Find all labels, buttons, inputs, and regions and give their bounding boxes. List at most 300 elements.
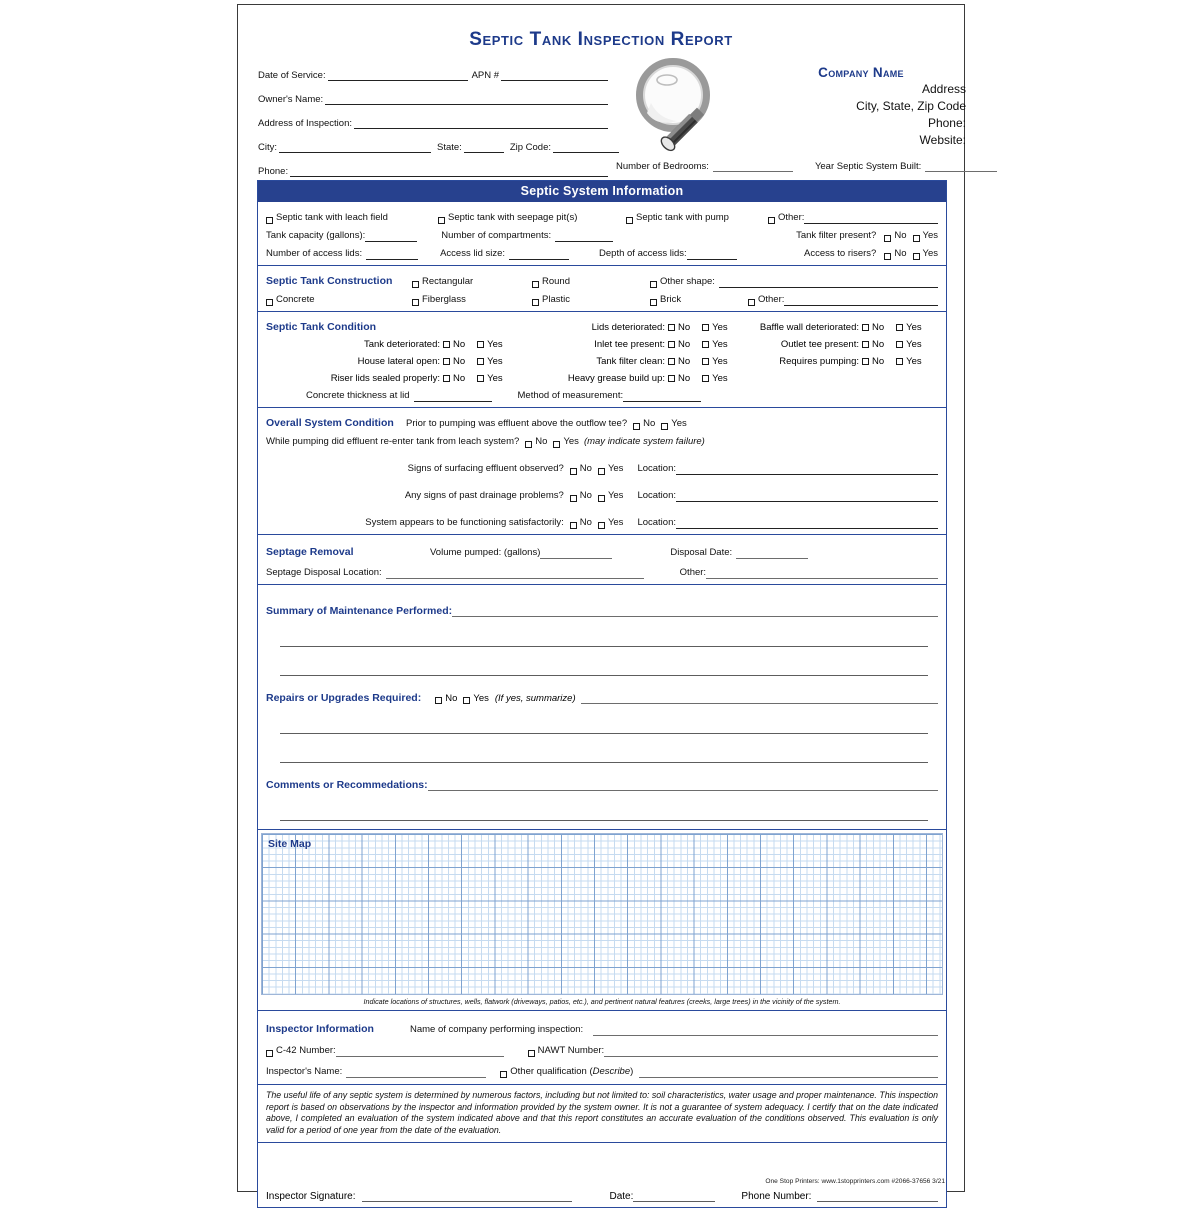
no-label: No [445,693,458,704]
apn-label: APN # [471,70,500,81]
checkbox-icon[interactable] [532,281,539,288]
checkbox-icon[interactable] [412,299,419,306]
checkbox-icon[interactable] [633,423,640,430]
repairs-label: Repairs or Upgrades Required: [266,692,422,704]
option-label: Septic tank with pump [636,212,729,223]
owner-name-input[interactable] [325,93,608,105]
row-requires-pumping [746,350,940,367]
drainage-problems-yes[interactable] [592,489,624,502]
tank-capacity-input[interactable] [365,230,417,242]
condition-column-3 [746,316,940,384]
printer-footer: One Stop Printers: www.1stopprinters.com #2066-37656 3/21 [765,1178,945,1185]
license-row [266,1036,938,1057]
condition-column-2 [521,316,746,384]
yes-no-group [443,339,521,350]
other-qualification-input[interactable] [639,1066,938,1078]
phone-input[interactable] [290,165,608,177]
option-plastic[interactable] [532,293,650,306]
state-label: State: [437,142,462,153]
other-type-input[interactable] [804,212,938,224]
checkbox-icon[interactable] [650,281,657,288]
answer-yes[interactable] [702,322,728,333]
other-shape-input[interactable] [719,276,938,288]
option-label: Brick [660,294,682,305]
functioning-no[interactable] [564,516,592,529]
row-lids-deteriorated [521,316,746,333]
volume-label: Volume pumped: (gallons) [430,547,541,558]
checkbox-icon[interactable] [702,358,709,365]
c42-input[interactable] [336,1045,504,1057]
concrete-thickness-label: Concrete thickness at lid [306,390,410,401]
option-label: Concrete [276,294,315,305]
no-label: No [535,436,548,447]
question-label: Inlet tee present: [594,339,665,350]
page-title: Septic Tank Inspection Report [469,29,733,50]
summary-input[interactable] [452,605,938,617]
question-label: Tank filter clean: [596,356,665,367]
answer-yes[interactable] [896,356,922,367]
drainage-problems-no[interactable] [564,489,592,502]
answer-no[interactable] [862,356,884,367]
question-label: Lids deteriorated: [591,322,665,333]
section-signature [258,1142,946,1207]
comments-label: Comments or Recommedations: [266,779,428,791]
tank-filter-no[interactable] [878,229,906,242]
section-inspector-information [258,1010,946,1084]
section-bar-system-information: Septic System Information [258,181,946,202]
access-lids-input[interactable] [366,248,418,260]
checkbox-icon[interactable] [412,281,419,288]
yes-no-group [668,373,746,384]
tank-filter-yes[interactable] [907,229,939,242]
answer-yes[interactable] [702,339,728,350]
checkbox-icon[interactable] [477,358,484,365]
checkbox-icon[interactable] [570,495,577,502]
checkbox-icon[interactable] [598,522,605,529]
prior-pumping-no[interactable] [627,417,655,430]
answer-yes[interactable] [477,373,503,384]
repairs-row [266,692,938,704]
checkbox-icon[interactable] [435,697,442,704]
checkbox-icon[interactable] [896,341,903,348]
inspector-company-input[interactable] [593,1024,938,1036]
disposal-date-label: Disposal Date: [670,547,733,558]
volume-pumped-row [266,539,938,559]
yes-label: Yes [487,339,503,350]
year-built-label: Year Septic System Built: [814,161,922,172]
reenter-note: (may indicate system failure) [583,436,705,447]
drainage-problems-location-input[interactable] [676,490,938,502]
row-tank-deteriorated [266,333,521,350]
septage-other-label: Other: [679,567,707,578]
yes-no-group [668,339,746,350]
company-city-state-zip: City, State, Zip Code [856,99,966,113]
location-label: Location: [637,517,676,528]
option-label: Round [542,276,570,287]
other-qual-italic: Describe [592,1066,631,1077]
summary-row [266,605,938,617]
checkbox-icon[interactable] [598,495,605,502]
option-label: Septic tank with leach field [276,212,388,223]
checkbox-icon[interactable] [477,341,484,348]
checkbox-icon[interactable] [896,324,903,331]
date-of-service-input[interactable] [328,69,468,81]
yes-label: Yes [487,373,503,384]
option-label: Septic tank with seepage pit(s) [448,212,578,223]
option-with-pump[interactable] [626,211,768,224]
no-label: No [453,356,466,367]
construction-title: Septic Tank Construction [266,275,393,287]
other-qual-label: Other qualification ( [510,1066,593,1077]
access-lids-row [266,242,938,260]
checkbox-icon[interactable] [650,299,657,306]
yes-no-group [443,373,521,384]
question-label: Requires pumping: [779,356,859,367]
section-tank-construction [258,265,946,311]
signature-phone-input[interactable] [817,1190,938,1202]
no-label: No [872,322,885,333]
section-system-information [258,202,946,265]
answer-no[interactable] [443,373,465,384]
checkbox-icon[interactable] [500,1071,507,1078]
drainage-problems-row [266,475,938,502]
section-tank-condition [258,311,946,407]
option-other-qualification[interactable] [486,1065,633,1078]
address-input[interactable] [354,117,608,129]
field-date-of-service[interactable] [258,57,608,81]
city-input[interactable] [279,141,431,153]
company-phone: Phone: [927,116,966,130]
surfacing-effluent-no[interactable] [564,462,592,475]
header-fields [258,57,608,177]
option-round[interactable] [532,275,650,288]
disposal-location-input[interactable] [386,567,644,579]
site-map-caption: Indicate locations of structures, wells, flatwork (driveways, patios, etc.), and pertinent natural features (creeks, large trees) in the vicinity of the system. [363,997,841,1006]
option-brick[interactable] [650,293,748,306]
location-label: Location: [637,490,676,501]
reenter-yes[interactable] [547,435,579,448]
zip-input[interactable] [553,141,619,153]
yes-no-group [862,339,940,350]
inspector-title: Inspector Information [266,1023,374,1035]
yes-no-group [862,356,940,367]
no-label: No [678,373,691,384]
functioning-satisfactorily-row [266,502,938,529]
nawt-label: NAWT Number: [537,1045,605,1056]
no-label: No [872,339,885,350]
company-website: Website: [919,133,966,147]
answer-yes[interactable] [702,373,728,384]
yes-label: Yes [712,339,728,350]
bedrooms-input[interactable] [713,160,793,172]
answer-yes[interactable] [896,339,922,350]
shape-row [266,270,938,288]
overall-title: Overall System Condition [266,417,394,429]
yes-label: Yes [607,517,624,528]
nawt-input[interactable] [604,1045,938,1057]
checkbox-icon[interactable] [702,341,709,348]
checkbox-icon[interactable] [896,358,903,365]
prior-pumping-label: Prior to pumping was effluent above the outflow tee? [406,418,628,429]
option-label: Other: [758,294,785,305]
no-label: No [579,517,592,528]
answer-yes[interactable] [477,339,503,350]
comments-input[interactable] [428,779,938,791]
material-row [266,288,938,306]
state-input[interactable] [464,141,504,153]
disposal-location-label: Septage Disposal Location: [266,567,382,578]
access-risers-label: Access to risers? [804,248,877,259]
checkbox-icon[interactable] [598,468,605,475]
yes-label: Yes [607,463,624,474]
checkbox-icon[interactable] [668,375,675,382]
inspector-name-input[interactable] [346,1066,486,1078]
checkbox-icon[interactable] [553,441,560,448]
no-label: No [453,339,466,350]
checkbox-icon[interactable] [884,235,891,242]
magnifying-glass-icon [631,55,741,165]
checkbox-icon[interactable] [438,217,445,224]
access-lid-size-label: Access lid size: [440,248,506,259]
answer-no[interactable] [668,339,690,350]
answer-no[interactable] [443,339,465,350]
checkbox-icon[interactable] [913,235,920,242]
option-other-shape[interactable] [650,275,938,288]
access-risers-yes[interactable] [907,247,939,260]
zip-label: Zip Code: [509,142,552,153]
answer-no[interactable] [443,356,465,367]
row-tank-filter-clean [521,350,746,367]
method-label: Method of measurement: [517,390,624,401]
row-outlet-tee-present [746,333,940,350]
checkbox-icon[interactable] [463,697,470,704]
reenter-row [266,430,938,448]
phone-label: Phone: [258,166,289,177]
address-label: Address of Inspection: [258,118,352,129]
checkbox-icon[interactable] [913,253,920,260]
option-label: Fiberglass [422,294,466,305]
answer-no[interactable] [668,356,690,367]
depth-access-lids-input[interactable] [687,248,737,260]
checkbox-icon[interactable] [748,299,755,306]
condition-title: Septic Tank Condition [266,321,377,333]
option-label: Other: [778,212,805,223]
signature-row [266,1190,938,1202]
repairs-no[interactable] [429,693,457,704]
prior-pumping-yes[interactable] [655,417,687,430]
checkbox-icon[interactable] [570,468,577,475]
checkbox-icon[interactable] [668,341,675,348]
access-lids-label: Number of access lids: [266,248,363,259]
condition-column-1 [266,316,521,384]
answer-no[interactable] [862,322,884,333]
tank-capacity-row [266,224,938,242]
answer-yes[interactable] [702,356,728,367]
checkbox-icon[interactable] [477,375,484,382]
checkbox-icon[interactable] [525,441,532,448]
disposal-location-row [266,559,938,579]
year-built-input[interactable] [925,160,997,172]
yes-label: Yes [712,373,728,384]
field-city-state-zip[interactable] [258,129,608,153]
checkbox-icon[interactable] [443,341,450,348]
site-map-grid[interactable] [261,833,943,995]
field-owner-name[interactable] [258,81,608,105]
question-label: Tank deteriorated: [363,339,440,350]
section-septage-removal [258,534,946,584]
company-address: Address [921,82,966,96]
section-site-map [258,829,946,1010]
depth-access-lids-label: Depth of access lids: [599,248,687,259]
row-riser-lids-sealed [266,367,521,384]
signature-date-input[interactable] [633,1190,715,1202]
yes-label: Yes [906,322,922,333]
form-body [257,180,947,1208]
concrete-thickness-input[interactable] [414,390,492,402]
no-label: No [872,356,885,367]
no-label: No [678,322,691,333]
other-qual-close: ) [630,1066,634,1077]
question-label: Heavy grease build up: [567,373,665,384]
option-leach-field[interactable] [266,211,438,224]
compartments-label: Number of compartments: [441,230,552,241]
checkbox-icon[interactable] [862,358,869,365]
checkbox-icon[interactable] [668,324,675,331]
inspector-name-label: Inspector's Name: [266,1066,343,1077]
checkbox-icon[interactable] [532,299,539,306]
inspector-company-row [266,1016,938,1036]
site-map-title: Site Map [268,838,312,850]
septage-other-input[interactable] [706,567,938,579]
location-label: Location: [637,463,676,474]
reenter-no[interactable] [519,435,547,448]
other-material-input[interactable] [784,294,938,306]
checkbox-icon[interactable] [702,324,709,331]
owner-name-label: Owner's Name: [258,94,324,105]
checkbox-icon[interactable] [266,217,273,224]
option-fiberglass[interactable] [412,293,532,306]
yes-no-group [443,356,521,367]
yes-label: Yes [473,693,489,704]
surfacing-effluent-row [266,448,938,475]
answer-no[interactable] [862,339,884,350]
signature-label: Inspector Signature: [266,1191,356,1203]
answer-no[interactable] [668,373,690,384]
no-label: No [894,230,907,241]
comments-line-2[interactable] [280,819,928,821]
condition-grid [266,316,938,384]
option-concrete[interactable] [266,293,412,306]
functioning-location-input[interactable] [676,517,938,529]
question-label: House lateral open: [357,356,440,367]
option-nawt[interactable] [504,1044,605,1057]
signature-date-label: Date: [609,1191,634,1203]
checkbox-icon[interactable] [626,217,633,224]
access-lid-size-input[interactable] [509,248,569,260]
checkbox-icon[interactable] [702,375,709,382]
disclaimer-text: The useful life of any septic system is determined by numerous factors, including but not limited to: soil characteristics, water usage and proper maintenance. This inspection report is based on observations by the inspector and information provided by the system owner. It is not a guarantee of system adequacy. I certify that on the date indicated above, I completed an evaluation of the system indicated above and that this report constitutes an accurate evaluation of the conditions observed. This evaluation is only valid for a period of one year from the date of the evaluation. [258,1084,946,1142]
signature-input[interactable] [362,1190,572,1202]
septage-title: Septage Removal [266,546,354,558]
answer-yes[interactable] [477,356,503,367]
functioning-yes[interactable] [592,516,624,529]
concrete-thickness-row [266,384,938,402]
bedrooms-label: Number of Bedrooms: [616,161,709,172]
checkbox-icon[interactable] [266,299,273,306]
repairs-note: (If yes, summarize) [494,693,576,704]
checkbox-icon[interactable] [862,341,869,348]
yes-no-group [862,322,940,333]
city-label: City: [258,142,277,153]
checkbox-icon[interactable] [668,358,675,365]
functioning-satisfactorily-label: System appears to be functioning satisfactorily: [365,517,564,528]
checkbox-icon[interactable] [443,358,450,365]
checkbox-icon[interactable] [768,217,775,224]
row-heavy-grease-buildup [521,367,746,384]
no-label: No [894,248,907,259]
checkbox-icon[interactable] [862,324,869,331]
row-house-lateral-open [266,350,521,367]
repairs-input[interactable] [581,692,938,704]
field-phone[interactable] [258,153,608,177]
option-c42[interactable] [266,1044,336,1057]
compartments-input[interactable] [555,230,613,242]
access-risers-no[interactable] [878,247,906,260]
option-seepage-pits[interactable] [438,211,626,224]
volume-input[interactable] [540,547,612,559]
checkbox-icon[interactable] [443,375,450,382]
system-type-row [266,206,938,224]
question-label: Riser lids sealed properly: [330,373,440,384]
c42-label: C-42 Number: [276,1045,336,1056]
yes-label: Yes [671,418,687,429]
date-of-service-label: Date of Service: [258,70,326,81]
option-rectangular[interactable] [412,275,532,288]
method-input[interactable] [623,390,701,402]
surfacing-effluent-location-input[interactable] [676,463,938,475]
disposal-date-input[interactable] [736,547,808,559]
question-label: Outlet tee present: [780,339,859,350]
surfacing-effluent-yes[interactable] [592,462,624,475]
surfacing-effluent-label: Signs of surfacing effluent observed? [407,463,564,474]
no-label: No [643,418,656,429]
no-label: No [453,373,466,384]
option-label: Other shape: [660,276,715,287]
answer-no[interactable] [668,322,690,333]
option-other-type[interactable] [768,211,938,224]
form-page [237,4,966,1203]
drainage-problems-label: Any signs of past drainage problems? [404,490,564,501]
checkbox-icon[interactable] [528,1050,535,1057]
checkbox-icon[interactable] [661,423,668,430]
apn-input[interactable] [501,69,608,81]
question-label: Baffle wall deteriorated: [759,322,859,333]
yes-label: Yes [487,356,503,367]
option-label: Rectangular [422,276,474,287]
checkbox-icon[interactable] [266,1050,273,1057]
option-label: Plastic [542,294,570,305]
bedrooms-year-row [616,160,948,172]
option-other-material[interactable] [748,293,938,306]
repairs-yes[interactable] [457,693,489,704]
field-address[interactable] [258,105,608,129]
reenter-label: While pumping did effluent re-enter tank from leach system? [266,436,520,447]
checkbox-icon[interactable] [884,253,891,260]
signature-phone-label: Phone Number: [741,1191,812,1203]
yes-label: Yes [922,248,938,259]
answer-yes[interactable] [896,322,922,333]
checkbox-icon[interactable] [570,522,577,529]
